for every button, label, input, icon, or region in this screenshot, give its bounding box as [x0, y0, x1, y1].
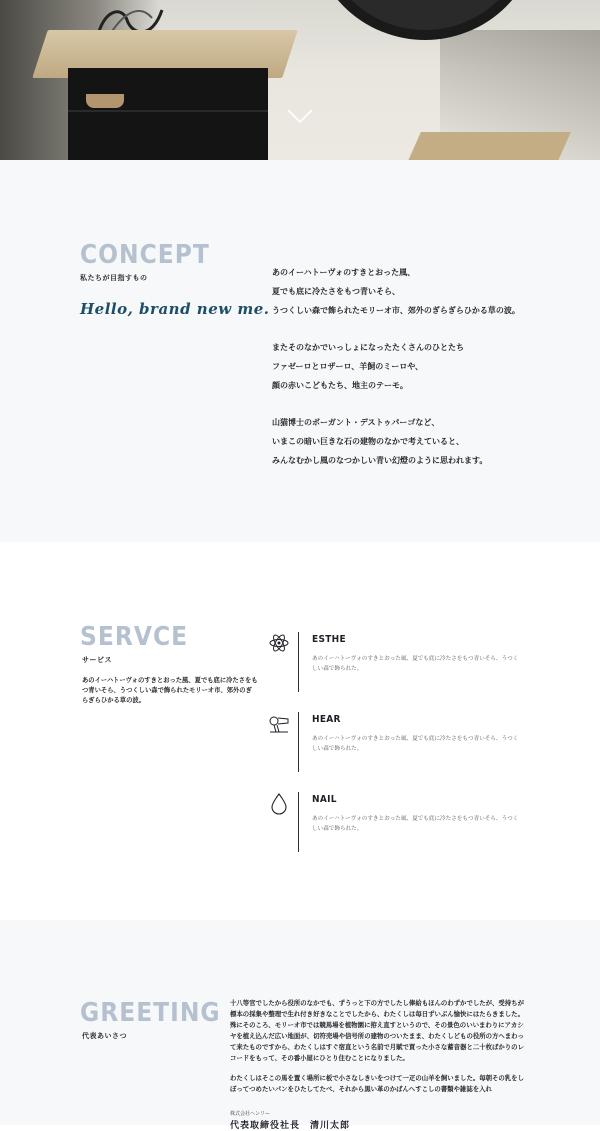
service-divider: [298, 792, 299, 852]
concept-line: ファゼーロとロザーロ、羊飼のミーロや、: [272, 362, 424, 371]
concept-script-tagline: Hello, brand new me.: [80, 300, 270, 318]
concept-subtitle: 私たちが目指すもの: [80, 274, 148, 282]
service-name: NAIL: [312, 794, 337, 805]
service-divider: [298, 712, 299, 772]
greeting-paragraph-2: わたくしはそこの馬を置く場所に板で小さなしきいをつけて一疋の山羊を飼いました。毎朝その乳をしぼってつめたいパンをひたしてたべ、それから黒い革のかばんへすこしの書類や雑誌を入れ: [230, 1074, 524, 1093]
atom-icon: [268, 632, 290, 654]
service-text: あのイーハトーヴォのすきとおった風、夏でも底に冷たさをもつ青いそら、うつくしい森で飾られた。: [312, 656, 519, 672]
company-name: 株式会社ヘンリー: [230, 1111, 271, 1117]
service-divider: [298, 632, 299, 692]
service-item-hear[interactable]: [268, 712, 528, 772]
greeting-title: GREETING: [80, 998, 221, 1028]
concept-line: 夏でも底に冷たさをもつ青いそら、: [272, 287, 400, 296]
service-text: あのイーハトーヴォのすきとおった風、夏でも底に冷たさをもつ青いそら、うつくしい森で飾られた。: [312, 736, 519, 752]
concept-line: またそのなかでいっしょになったたくさんのひとたち: [272, 343, 464, 352]
concept-section: [0, 160, 600, 542]
concept-line: いまこの暗い巨きな石の建物のなかで考えていると、: [272, 437, 464, 446]
concept-line: うつくしい森で飾られたモリーオ市、郊外のぎらぎらひかる草の波。: [272, 306, 520, 315]
greeting-section: [0, 920, 600, 1131]
hair-dryer-icon: [268, 712, 290, 734]
drop-icon: [268, 792, 290, 814]
greeting-subtitle: 代表あいさつ: [82, 1032, 127, 1040]
concept-line: 山猫博士のボーガント・デストゥパーゴなど、: [272, 418, 440, 427]
chevron-down-icon[interactable]: [286, 108, 314, 124]
service-title: SERVCE: [80, 622, 189, 652]
concept-body: [272, 263, 572, 488]
representative-name: 代表取締役社長 清川太郎: [230, 1121, 351, 1131]
greeting-paragraph-1: 十八等官でしたから役所のなかでも、ずうっと下の方でしたし俸給もほんのわずかでしたが、受持ちが標本の採集や整理で生れ付き好きなことでしたから、わたくしは毎日ずいぶん愉快にはたらきました。殊にそのころ、モリーオ市では競馬場を植物園に拵え直すというので、その景色のいいまわりにアカシヤを植え込んだ広い地面が、切符売場や信号所の建物のついたまま、わたくしどもの役所の方へまわって来たものですから、わたくしはすぐ宿直という名前で月賦で買った小さな蓄音器と二十枚ばかりのレコードをもって、その番小屋にひとり住むことになりました。: [230, 999, 524, 1062]
concept-paragraph-2: [272, 338, 572, 395]
service-name: HEAR: [312, 714, 341, 725]
concept-line: あのイーハトーヴォのすきとおった風、: [272, 268, 416, 277]
service-text: あのイーハトーヴォのすきとおった風、夏でも底に冷たさをもつ青いそら、うつくしい森で飾られた。: [312, 816, 519, 832]
concept-paragraph-3: [272, 413, 572, 470]
hero-image: [0, 0, 600, 160]
service-item-esthe[interactable]: [268, 632, 528, 692]
service-name: ESTHE: [312, 634, 346, 645]
concept-paragraph-1: [272, 263, 572, 320]
service-subtitle: サービス: [82, 656, 112, 664]
hero-drawer-handle: [86, 94, 124, 108]
service-item-nail[interactable]: [268, 792, 528, 852]
service-description: あのイーハトーヴォのすきとおった風、夏でも底に冷たさをもつ青いそら、うつくしい森で飾られたモリーオ市、郊外のぎらぎらひかる草の波。: [82, 677, 258, 704]
concept-line: みんなむかし風のなつかしい青い幻燈のように思われます。: [272, 456, 488, 465]
service-section: [0, 542, 600, 920]
hero-drawer-line: [68, 110, 268, 112]
concept-line: 顔の赤いこどもたち、地主のテーモ。: [272, 381, 408, 390]
hero-cabinet: [68, 68, 268, 160]
greeting-body: [230, 998, 530, 1104]
concept-title: CONCEPT: [80, 240, 210, 270]
